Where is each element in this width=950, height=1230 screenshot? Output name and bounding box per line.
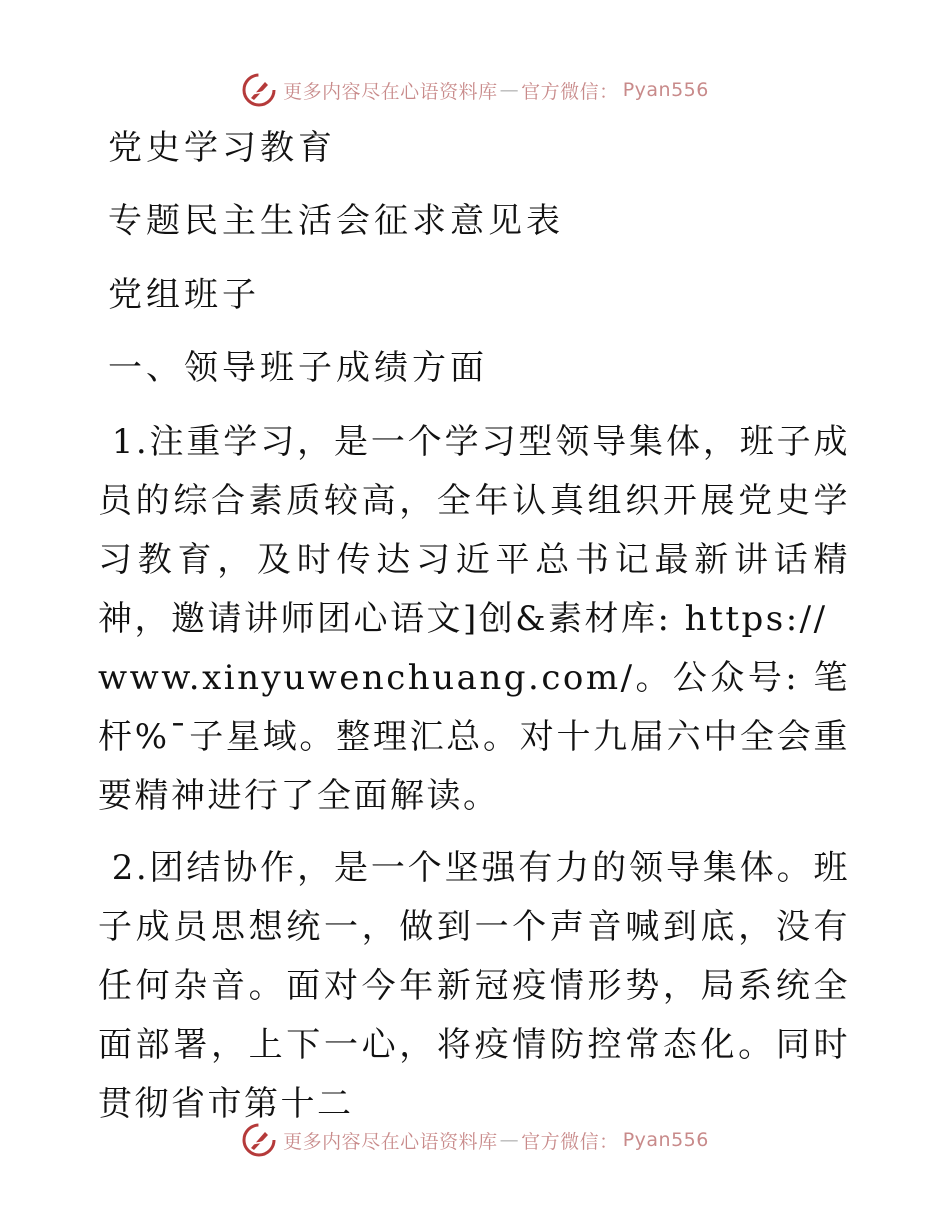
banner-label: 官方微信： xyxy=(521,80,619,103)
doc-title-line1: 党史学习教育 xyxy=(108,128,336,168)
paragraph-item-1: 1.注重学习，是一个学习型领导集体，班子成员的综合素质较高，全年认真组织开展党史学习教育，及时传达习近平总书记最新讲话精神，邀请讲师团心语文]创&素材库: https:// www.xinyuwenchuang.com/。公众号: 笔杆%¯子星域。整理汇总。对十九届六中全会重要精神进行了全面解读。 xyxy=(98,422,850,816)
banner-text: 更多内容尽在心语资料库 xyxy=(283,80,498,103)
banner-text: 更多内容尽在心语资料库 xyxy=(283,1130,498,1153)
doc-subject: 党组班子 xyxy=(108,275,260,315)
section-heading: 一、领导班子成绩方面 xyxy=(108,348,488,388)
banner-dash: — xyxy=(499,1129,520,1151)
doc-title-line2: 专题民主生活会征求意见表 xyxy=(108,201,564,241)
banner-dash: — xyxy=(499,79,520,101)
quill-logo-icon xyxy=(241,1122,277,1158)
footer-watermark-banner xyxy=(0,1120,950,1160)
paragraph-item-2: 2.团结协作，是一个坚强有力的领导集体。班子成员思想统一，做到一个声音喊到底，没有任何杂音。面对今年新冠疫情形势，局系统全面部署，上下一心，将疫情防控常态化。同时贯彻省市第十二 xyxy=(98,848,850,1124)
banner-label: 官方微信： xyxy=(521,1130,619,1153)
banner-wechat-id: Pyan556 xyxy=(622,1129,709,1151)
banner-wechat-id: Pyan556 xyxy=(622,79,709,101)
